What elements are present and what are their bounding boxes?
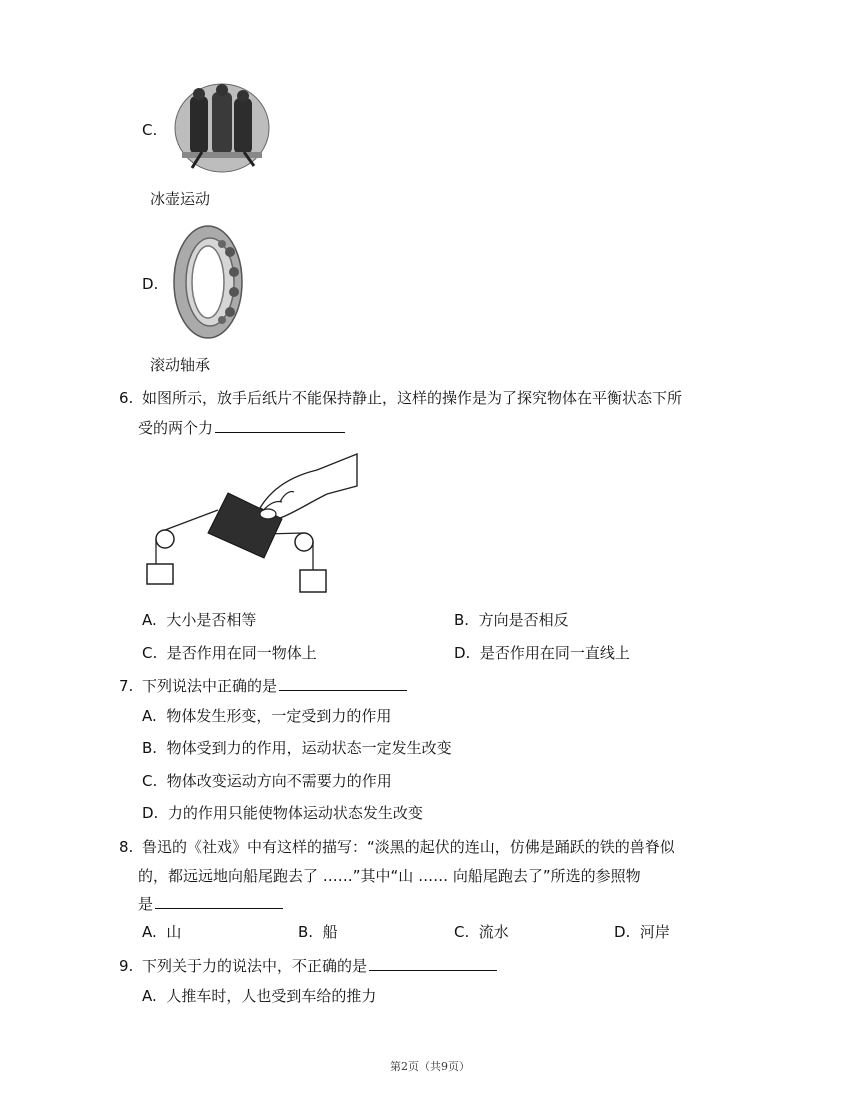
q8-stem-line2: 的，都远远地向船尾跑去了 ……”其中“山 …… 向船尾跑去了”所选的参照物 [138, 867, 641, 885]
q7-number: 7. [119, 677, 134, 695]
q7-option-a: A. 物体发生形变，一定受到力的作用 [142, 707, 392, 725]
bearing-photo [172, 224, 244, 340]
q6-number: 6. [119, 389, 134, 407]
q5-option-c-letter: C. [142, 121, 158, 139]
q7-option-b: B. 物体受到力的作用，运动状态一定发生改变 [142, 739, 452, 757]
q8-number: 8. [119, 838, 134, 856]
q7-option-d: D. 力的作用只能使物体运动状态发生改变 [142, 804, 423, 822]
q9-option-a: A. 人推车时，人也受到车给的推力 [142, 987, 377, 1005]
answer-blank [215, 418, 345, 433]
q6-stem-line1: 如图所示，放手后纸片不能保持静止，这样的操作是为了探究物体在平衡状态下所 [142, 389, 683, 407]
answer-blank [369, 956, 497, 971]
q9-number: 9. [119, 957, 134, 975]
q6-option-c: C. 是否作用在同一物体上 [142, 644, 317, 662]
curling-photo [172, 82, 272, 174]
q6-stem-line2: 受的两个力 [138, 418, 345, 438]
q8-stem-line1: 鲁迅的《社戏》中有这样的描写：“淡黑的起伏的连山，仿佛是踊跃的铁的兽脊似 [142, 838, 675, 856]
q5-option-d-caption: 滚动轴承 [150, 356, 211, 374]
q6-option-a: A. 大小是否相等 [142, 611, 257, 629]
q7-option-c: C. 物体改变运动方向不需要力的作用 [142, 772, 392, 790]
q8-option-a: A. 山 [142, 923, 182, 941]
q8-stem-line3: 是 [138, 894, 283, 914]
q5-option-c-caption: 冰壶运动 [150, 190, 211, 208]
q6-option-d: D. 是否作用在同一直线上 [454, 644, 630, 662]
q5-option-d-letter: D. [142, 275, 159, 293]
answer-blank [155, 894, 283, 909]
q9-stem: 下列关于力的说法中，不正确的是 [142, 956, 497, 976]
page-footer: 第2页（共9页） [390, 1060, 470, 1073]
answer-blank [279, 676, 407, 691]
q8-option-c: C. 流水 [454, 923, 509, 941]
q6-option-b: B. 方向是否相反 [454, 611, 569, 629]
paper-card-pulley-diagram [142, 446, 362, 598]
q8-option-b: B. 船 [298, 923, 338, 941]
q8-option-d: D. 河岸 [614, 923, 670, 941]
q7-stem: 下列说法中正确的是 [142, 676, 407, 696]
